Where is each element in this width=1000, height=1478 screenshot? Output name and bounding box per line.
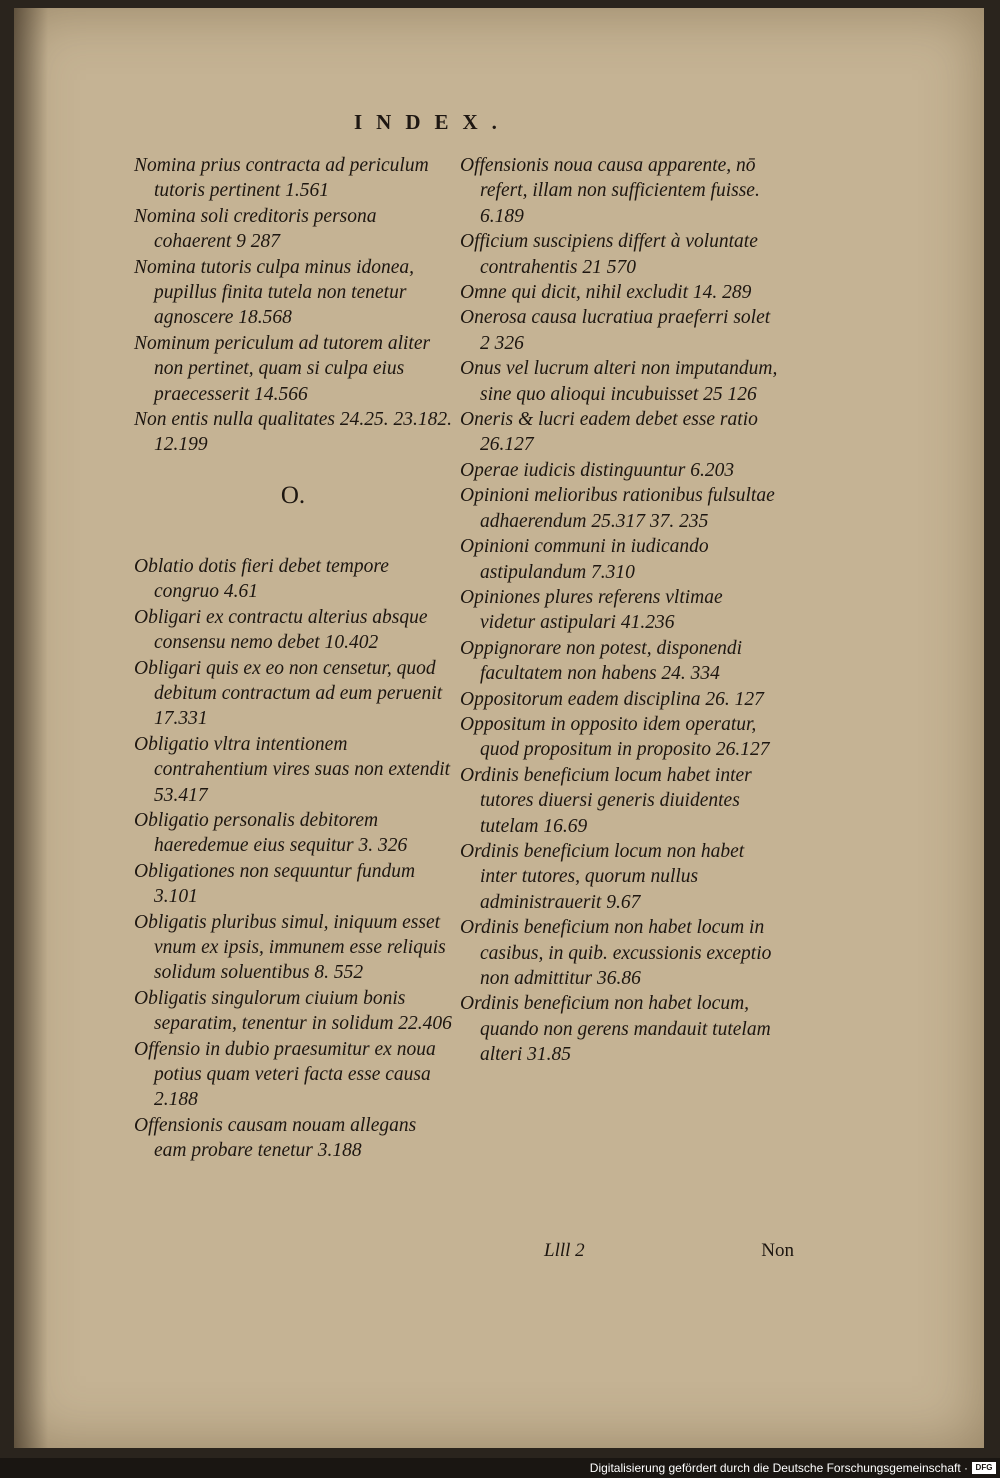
index-entry: Non entis nulla qualitates 24.25. 23.182. 12.199 [134,409,452,456]
index-entry: Obligationes non sequuntur fundum 3.101 [134,860,416,908]
index-entry: Nominum periculum ad tutorem aliter non pertinet, quam si culpa eius praecesserit 14.566 [134,332,431,405]
index-entry: Ordinis beneficium locum habet inter tutores diuersi generis diuidentes tutelam 16.69 [460,764,752,837]
index-entry: Ordinis beneficium locum non habet inter tutores, quorum nullus administrauerit 9.67 [460,840,745,913]
index-entry: Onus vel lucrum alteri non imputandum, sine quo alioqui incubuisset 25 126 [460,358,778,405]
section-letter: O. [280,481,306,509]
index-entry: Nomina tutoris culpa minus idonea, pupillus finita tutela non tenetur agnoscere 18.568 [134,256,415,329]
left-column [134,153,452,1164]
index-entry: Opinioni communi in iudicando astipulandum 7.310 [460,536,709,583]
digitization-credit: Digitalisierung gefördert durch die Deutsche Forschungsgemeinschaft · [589,1461,968,1475]
dfg-logo-icon: DFG [972,1462,996,1474]
index-entry: Obligari ex contractu alterius absque consensu nemo debet 10.402 [134,606,428,654]
digitization-credit-bar [0,1458,1000,1478]
index-entry: Oppositorum eadem disciplina 26. 127 [460,688,764,710]
index-entry: Oppignorare non potest, disponendi facultatem non habens 24. 334 [460,637,743,685]
index-entry: Opinioni melioribus rationibus fulsultae adhaerendum 25.317 37. 235 [460,485,775,532]
index-entry: Omne qui dicit, nihil excludit 14. 289 [460,282,752,304]
right-column [460,153,778,1068]
index-entry: Ordinis beneficium non habet locum, quando non gerens mandauit tutelam alteri 31.85 [460,993,771,1066]
index-entry: Obligatis singulorum ciuium bonis separatim, tenentur in solidum 22.406 [134,987,452,1035]
binding-shadow [14,8,48,1448]
index-entry: Officium suscipiens differt à voluntate contrahentis 21 570 [460,231,758,278]
index-entry: Nomina prius contracta ad periculum tutoris pertinent 1.561 [134,155,429,202]
index-entry: Offensionis noua causa apparente, nō refert, illam non sufficientem fuisse. 6.189 [460,155,760,227]
index-entry: Obligatis pluribus simul, iniquum esset vnum ex ipsis, immunem esse reliquis solidum soluentibus 8. 552 [134,911,446,984]
book-page [14,8,984,1448]
index-entry: Oblatio dotis fieri debet tempore congruo 4.61 [134,555,389,603]
index-entry: Obligatio vltra intentionem contrahentium vires suas non extendit 53.417 [134,733,451,806]
running-header: INDEX. [354,110,511,134]
index-entry: Oneris & lucri eadem debet esse ratio 26.127 [460,409,758,456]
index-entry: Nomina soli creditoris persona cohaerent 9 287 [134,205,377,253]
index-entry: Offensionis causam nouam allegans eam probare tenetur 3.188 [134,1114,417,1162]
catchword: Non [761,1240,794,1261]
signature-mark: Llll 2 [544,1240,585,1261]
index-entry: Obligatio personalis debitorem haeredemue eius sequitur 3. 326 [134,809,408,857]
index-entry: Obligari quis ex eo non censetur, quod debitum contractum ad eum peruenit 17.331 [134,657,443,730]
index-entry: Ordinis beneficium non habet locum in casibus, in quib. excussionis exceptio non admittitur 36.86 [460,917,772,989]
index-entry: Oppositum in opposito idem operatur, quod propositum in proposito 26.127 [460,713,770,761]
index-entry: Operae iudicis distinguuntur 6.203 [460,459,735,481]
index-entry: Onerosa causa lucratiua praeferri solet 2 326 [460,307,771,354]
index-entry: Opiniones plures referens vltimae videtur astipulari 41.236 [460,586,723,634]
index-entry: Offensio in dubio praesumitur ex noua potius quam veteri facta esse causa 2.188 [134,1038,436,1111]
